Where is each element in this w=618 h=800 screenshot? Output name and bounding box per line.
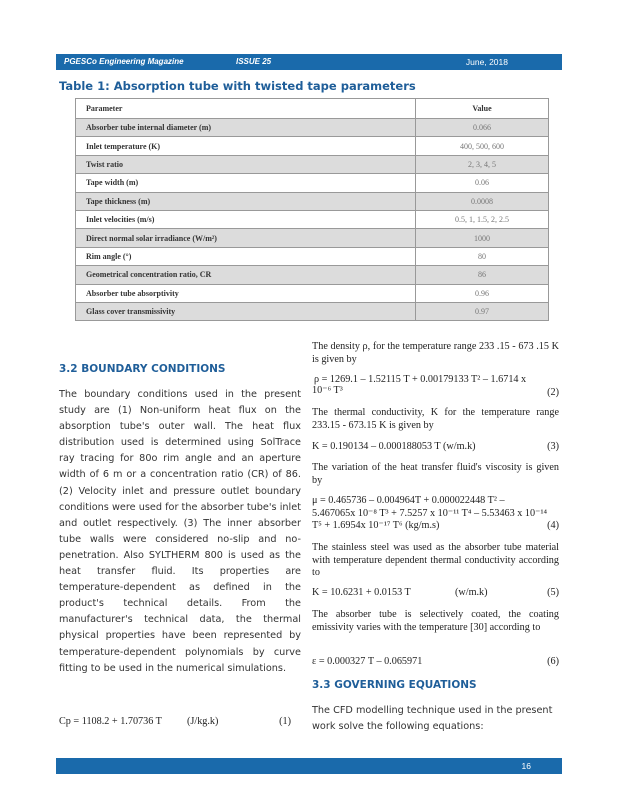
table-row [76, 229, 549, 247]
table-header-row [76, 99, 549, 119]
parameter-cell: Absorber tube internal diameter (m) [76, 119, 416, 137]
equation-3-number: (3) [547, 441, 559, 452]
parameter-cell: Glass cover transmissivity [76, 302, 416, 320]
conductivity-intro: The thermal conductivity, K for the temperature range 233.15 - 673.15 K is given by [312, 407, 559, 431]
table-row [76, 192, 549, 210]
page-number: 16 [521, 761, 531, 771]
section-heading-boundary-conditions: 3.2 BOUNDARY CONDITIONS [59, 363, 226, 375]
equation-2-line-1: ρ = 1269.1 – 1.52115 T + 0.00179133 T² – 1.6714 x [314, 374, 527, 385]
value-cell: 86 [416, 266, 549, 284]
table-row [76, 137, 549, 155]
parameter-cell: Twist ratio [76, 155, 416, 173]
equation-6 [312, 656, 559, 667]
header-bar [56, 54, 562, 70]
equation-5-expression: K = 10.6231 + 0.0153 T [312, 587, 411, 598]
equation-6-expression: ε = 0.000327 T – 0.065971 [312, 656, 423, 667]
table-row [76, 266, 549, 284]
equation-6-number: (6) [547, 656, 559, 667]
parameter-cell: Rim angle (°) [76, 247, 416, 265]
density-intro: The density ρ, for the temperature range 233 .15 - 673 .15 K is given by [312, 341, 559, 365]
column-header-value: Value [416, 99, 549, 119]
table-row [76, 284, 549, 302]
equation-4-number: (4) [547, 520, 559, 531]
table-row [76, 210, 549, 228]
equation-5-unit: (w/m.k) [455, 587, 488, 598]
value-cell: 1000 [416, 229, 549, 247]
equation-4 [312, 495, 559, 535]
table-row [76, 155, 549, 173]
parameter-cell: Tape width (m) [76, 174, 416, 192]
value-cell: 0.96 [416, 284, 549, 302]
table-title: Table 1: Absorption tube with twisted tape parameters [59, 79, 416, 93]
parameter-cell: Geometrical concentration ratio, CR [76, 266, 416, 284]
value-cell: 2, 3, 4, 5 [416, 155, 549, 173]
parameters-table [75, 98, 549, 321]
equation-3 [312, 441, 559, 452]
emissivity-intro: The absorber tube is selectively coated, the coating emissivity varies with the temperature [30] according to [312, 609, 559, 633]
value-cell: 0.066 [416, 119, 549, 137]
governing-equations-paragraph: The CFD modelling technique used in the present work solve the following equations: [312, 705, 553, 733]
equation-4-line-1: μ = 0.465736 – 0.004964T + 0.000022448 T² – [312, 495, 505, 506]
issue-date: June, 2018 [465, 57, 508, 67]
parameter-cell: Absorber tube absorptivity [76, 284, 416, 302]
boundary-conditions-paragraph: The boundary conditions used in the present study are (1) Non-uniform heat flux on the absorption tube's outer wall. The heat flux distribution used is determined using SolTrace ray tracing for 80o rim angle and an aperture width of 6 m or a concentration ratio (CR) of 86. (2) Velocity inlet and pressure outlet boundary conditions were used for the absorber tube's inlet and outlet respectively. (3) The inner absorber tube walls were considered no-slip and no-penetration. Also SYLTHERM 800 is used as the heat transfer fluid. Its properties are temperature-dependent as defined in the product's technical details. From the manufacturer's technical data, the thermal physical properties have been represented by temperature-dependent polynomials by curve fitting to be used in the numerical simulations. [59, 389, 301, 674]
issue-label: ISSUE 25 [236, 57, 272, 66]
equation-2 [312, 374, 559, 402]
table-row [76, 174, 549, 192]
column-header-parameter: Parameter [76, 99, 416, 119]
equation-5 [312, 587, 559, 598]
equation-1 [59, 716, 291, 727]
value-cell: 0.97 [416, 302, 549, 320]
equation-4-line-3: T⁵ + 1.6954x 10⁻¹⁷ T⁶ (kg/m.s) [312, 520, 440, 532]
equation-3-expression: K = 0.190134 – 0.000188053 T (w/m.k) [312, 441, 476, 452]
equation-1-expression: Cp = 1108.2 + 1.70736 T [59, 716, 162, 727]
value-cell: 80 [416, 247, 549, 265]
steel-intro: The stainless steel was used as the absorber tube material with temperature dependent thermal conductivity according to [312, 542, 559, 579]
equation-2-number: (2) [547, 387, 559, 398]
table-row [76, 119, 549, 137]
table-row [76, 302, 549, 320]
parameter-cell: Inlet velocities (m/s) [76, 210, 416, 228]
equation-1-unit: (J/kg.k) [187, 716, 219, 727]
value-cell: 0.06 [416, 174, 549, 192]
section-heading-governing-equations: 3.3 GOVERNING EQUATIONS [312, 679, 477, 691]
value-cell: 400, 500, 600 [416, 137, 549, 155]
magazine-name: PGESCo Engineering Magazine [64, 57, 184, 66]
equation-4-line-2: 5.467065x 10⁻⁸ T³ + 7.5257 x 10⁻¹¹ T⁴ – 5.53463 x 10⁻¹⁴ [312, 507, 548, 519]
parameter-cell: Direct normal solar irradiance (W/m²) [76, 229, 416, 247]
footer-bar [56, 758, 562, 774]
equation-2-line-2: 10⁻⁶ T³ [312, 385, 343, 396]
table-row [76, 247, 549, 265]
parameter-cell: Inlet temperature (K) [76, 137, 416, 155]
value-cell: 0.0008 [416, 192, 549, 210]
equation-1-number: (1) [279, 716, 291, 727]
parameter-cell: Tape thickness (m) [76, 192, 416, 210]
viscosity-intro: The variation of the heat transfer fluid's viscosity is given by [312, 462, 559, 486]
equation-5-number: (5) [547, 587, 559, 598]
value-cell: 0.5, 1, 1.5, 2, 2.5 [416, 210, 549, 228]
